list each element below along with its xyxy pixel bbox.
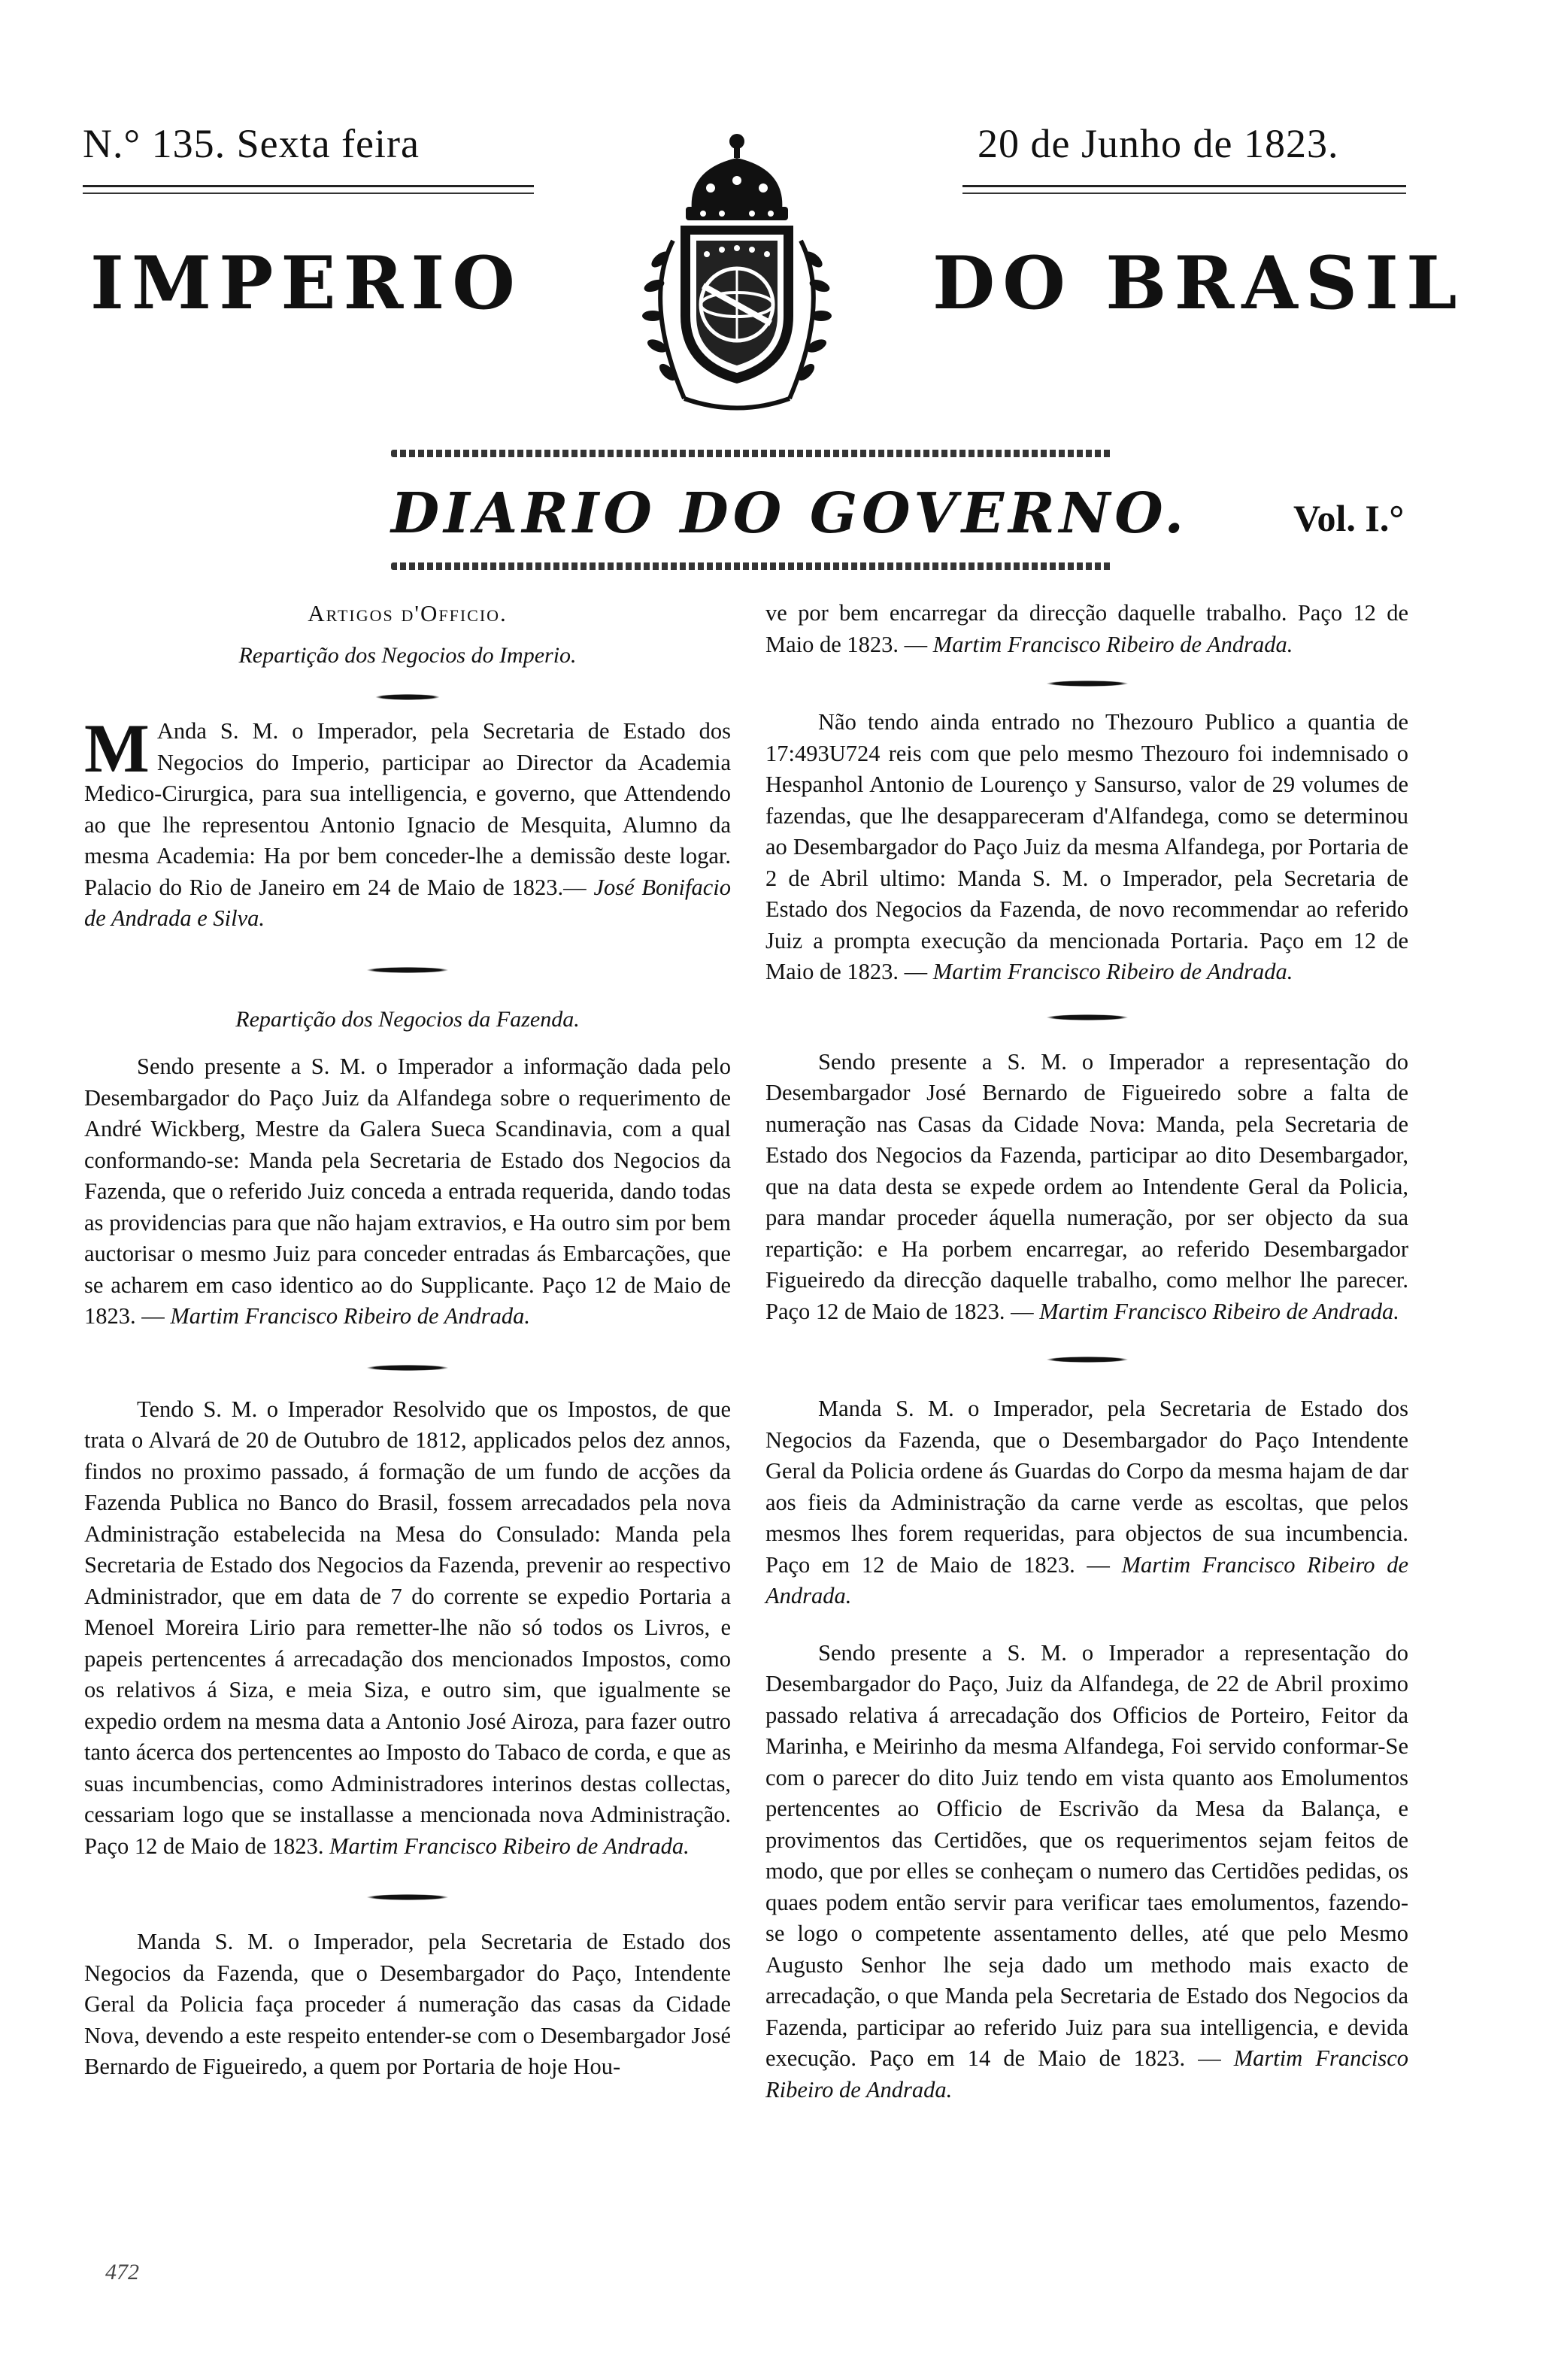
- ornamental-rule-bottom: [391, 562, 1113, 570]
- masthead-title-right: DO BRASIL: [932, 241, 1465, 326]
- dropcap: M: [84, 710, 150, 787]
- masthead-subtitle: DIARIO DO GOVERNO.: [391, 481, 1189, 546]
- ornamental-rule-top: [391, 450, 1113, 457]
- separator: [1035, 680, 1140, 687]
- masthead-title-left: IMPERIO: [90, 241, 523, 326]
- article-text: Tendo S. M. o Imperador Resolvido que os Impostos, de que trata o Alvará de 20 de Outubro de 1812, applicados pelos dez annos, findos no proximo passado, á formação de um fundo de acções da Fazenda Publica no Banco do Brasil, fossem arrecadados pela nova Administração estabelecida na Mesa do Consulado: Manda pela Secretaria de Estado dos Negocios da Fazenda, prevenir ao respectivo Administrador, que em data de 7 do corrente se expedio Portaria a Menoel Moreira Lirio para remetter-lhe não só todos os Livros, e papeis pertencentes á arrecadação dos mencionados Impostos, como os relativos á Siza, e meia Siza, e outro sim, que igualmente se expedio ordem na mesma data a Antonio José Airoza, para fazer outro tanto ácerca dos pertencentes ao Imposto do Tabaco de corda, e que as suas incumbencias, como Administradores interinos destas collectas, cessariam logo que se installasse a mencionada nova Administração. Paço 12 de Maio de 1823.: [84, 1396, 731, 1859]
- article-fazenda-3: [84, 1927, 731, 2083]
- issue-date: 20 de Junho de 1823.: [978, 121, 1339, 166]
- article-text: Sendo presente a S. M. o Imperador a representação do Desembargador José Bernardo de Figueiredo sobre a falta de numeração nas Casas da Cidade Nova: Manda, pela Secretaria de Estado dos Negocios da Fazenda, participar ao dito Desembargador, que na data desta se expede ordem ao Intendente Geral da Policia, para mandar proceder áquella numeração, por ser objecto da sua repartição: e Ha porbem encarregar, ao referido Desembargador Figueiredo da direcção daquelle trabalho, como melhor lhe parecer. Paço 12 de Maio de 1823. —: [765, 1048, 1408, 1324]
- header-rule-left: [83, 185, 534, 187]
- signature: José Bonifacio de Andrada e Silva.: [84, 874, 731, 931]
- article-right-4: [765, 1638, 1408, 2106]
- signature: Martim Francisco Ribeiro de Andrada.: [932, 631, 1293, 657]
- signature: Martim Francisco Ribeiro de Andrada.: [1039, 1298, 1399, 1324]
- signature: Martim Francisco Ribeiro de Andrada.: [765, 1551, 1408, 1608]
- article-text: Anda S. M. o Imperador, pela Secretaria de Estado dos Negocios do Imperio, participar ao Director da Academia Medico-Cirurgica, para sua intelligencia, e governo, que Attendendo ao que lhe representou Antonio Ignacio de Mesquita, Alumno da mesma Academia: Ha por bem conceder-lhe a demissão deste logar. Palacio do Rio de Janeiro em 24 de Maio de 1823.—: [84, 718, 731, 900]
- left-column: [84, 598, 731, 2083]
- header-rule-right: [962, 185, 1406, 187]
- article-text: Não tendo ainda entrado no Thezouro Publico a quantia de 17:493U724 reis com que pelo mesmo Thezouro foi indemnisado o Hespanhol Antonio de Lourenço y Sansurso, valor de 29 volumes de fazendas, que lhe desappareceram d'Alfandega, como se determinou ao Desembargador do Paço Juiz da mesma Alfandega, por Portaria de 2 de Abril ultimo: Manda S. M. o Imperador, pela Secretaria de Estado dos Negocios da Fazenda, de novo recommendar ao referido Juiz a prompta execução da mencionada Portaria. Paço em 12 de Maio de 1823. —: [765, 709, 1408, 984]
- article-right-3: [765, 1393, 1408, 1612]
- separator: [1035, 1356, 1140, 1363]
- article-imperio-1: [84, 710, 731, 935]
- separator: [1035, 1014, 1140, 1021]
- volume-label: Vol. I.°: [1293, 497, 1405, 539]
- header-rule-right-2: [962, 193, 1406, 194]
- issue-number: N.° 135. Sexta feira: [83, 121, 420, 166]
- article-text: Manda S. M. o Imperador, pela Secretaria de Estado dos Negocios da Fazenda, que o Desembargador do Paço, Intendente Geral da Policia faça proceder á numeração das casas da Cidade Nova, devendo a este respeito entender-se com o Desembargador José Bernardo de Figueiredo, a quem por Portaria de hoje Hou-: [84, 1929, 731, 2079]
- section-title: Artigos d'Officio.: [308, 600, 508, 626]
- separator: [355, 1893, 460, 1901]
- dept-heading-fazenda: Repartição dos Negocios da Fazenda.: [235, 1006, 580, 1032]
- article-continuation: [765, 598, 1408, 660]
- signature: Martim Francisco Ribeiro de Andrada.: [329, 1833, 690, 1859]
- header-rule-left-2: [83, 193, 534, 194]
- article-right-2: [765, 1047, 1408, 1328]
- article-fazenda-1: [84, 1051, 731, 1332]
- dept-heading-imperio: Repartição dos Negocios do Imperio.: [238, 642, 577, 668]
- separator: [366, 693, 449, 701]
- signature: Martim Francisco Ribeiro de Andrada.: [170, 1303, 531, 1329]
- article-text: Sendo presente a S. M. o Imperador a representação do Desembargador do Paço, Juiz da Alfandega, de 22 de Abril proximo passado relativa á arrecadação dos Officios de Porteiro, Feitor da Marinha, e Meirinho da mesma Alfandega, Foi servido conformar-Se com o parecer do dito Juiz tendo em vista quanto aos Emolumentos pertencentes ao Officio de Escrivão da Mesa da Balança, e provimentos das Certidões, que os requerimentos sejam feitos de modo, que por elles se conheçam o numero das Certidões pedidas, os quaes podem então servir para verificar taes emolumentos, fazendo-se logo o competente assentamento delles, até que pelo Mesmo Augusto Senhor lhe seja dado um methodo mais exacto de arrecadação, o que Manda pela Secretaria de Estado dos Negocios da Fazenda, participar ao referido Juiz para sua intelligencia, e devida execução. Paço em 14 de Maio de 1823. —: [765, 1639, 1408, 2071]
- article-text: Manda S. M. o Imperador, pela Secretaria de Estado dos Negocios da Fazenda, que o Desembargador do Paço Intendente Geral da Policia ordene ás Guardas do Corpo da mesma hajam de dar aos fieis da Administração da carne verde as escoltas, que pelos mesmos lhes forem requeridas, para objectos de sua incumbencia. Paço em 12 de Maio de 1823. —: [765, 1396, 1408, 1578]
- article-right-1: [765, 707, 1408, 988]
- signature: Martim Francisco Ribeiro de Andrada.: [765, 2045, 1408, 2103]
- signature: Martim Francisco Ribeiro de Andrada.: [932, 959, 1293, 984]
- right-column: [765, 598, 1408, 2106]
- imperial-coat-of-arms-icon: [602, 128, 872, 421]
- article-text: ve por bem encarregar da direcção daquelle trabalho. Paço 12 de Maio de 1823. —: [765, 600, 1408, 657]
- folio-note: 472: [105, 2260, 139, 2284]
- separator: [355, 966, 460, 974]
- article-text: Sendo presente a S. M. o Imperador a informação dada pelo Desembargador do Paço Juiz da Alfandega sobre o requerimento de André Wickberg, Mestre da Galera Sueca Scandinavia, com a qual conformando-se: Manda pela Secretaria de Estado dos Negocios da Fazenda, que o referido Juiz conceda a entrada requerida, dando todas as providencias para que não hajam extravios, e Ha outro sim por bem auctorisar o mesmo Juiz para conceder entradas ás Embarcações, que se acharem em caso identico ao do Supplicante. Paço 12 de Maio de 1823. —: [84, 1054, 731, 1329]
- separator: [355, 1364, 460, 1372]
- article-fazenda-2: [84, 1394, 731, 1863]
